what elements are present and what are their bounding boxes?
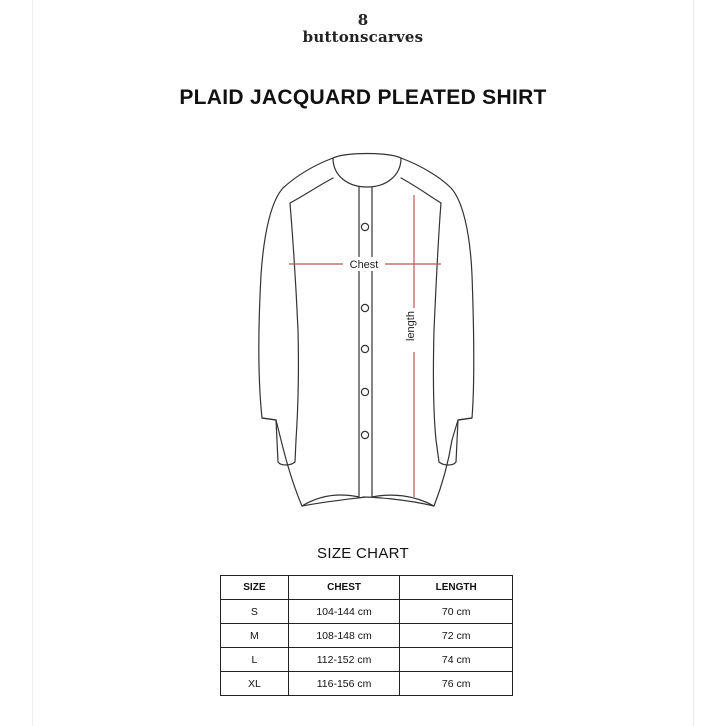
size-cell: XL — [221, 672, 289, 696]
product-title: PLAID JACQUARD PLEATED SHIRT — [179, 86, 547, 109]
yoke-right — [401, 178, 441, 203]
cuff-right — [436, 418, 472, 465]
size-cell: L — [221, 648, 289, 672]
shirt-collar — [333, 158, 401, 187]
chest-cell: 116-156 cm — [288, 672, 400, 696]
button-6 — [361, 431, 368, 438]
length-cell: 76 cm — [400, 672, 513, 696]
button-5 — [361, 388, 368, 395]
header-length: LENGTH — [400, 576, 513, 600]
button-4 — [361, 345, 368, 352]
header-chest: CHEST — [288, 576, 400, 600]
length-cell: 74 cm — [400, 648, 513, 672]
armhole-right — [433, 203, 441, 440]
size-cell: S — [221, 600, 289, 624]
size-chart-table — [220, 575, 513, 696]
cuff-left — [262, 418, 296, 465]
chest-cell: 108-148 cm — [288, 624, 400, 648]
length-label: length — [405, 311, 417, 341]
header-size: SIZE — [221, 576, 289, 600]
chest-cell: 104-144 cm — [288, 600, 400, 624]
table-row — [221, 672, 513, 696]
table-row — [221, 624, 513, 648]
button-1 — [361, 223, 368, 230]
shirt-collar-inner — [333, 154, 401, 159]
size-cell: M — [221, 624, 289, 648]
table-header-row — [221, 576, 513, 600]
table-row — [221, 648, 513, 672]
size-chart-title: SIZE CHART — [317, 545, 409, 562]
yoke-left — [290, 178, 333, 203]
button-3 — [361, 304, 368, 311]
armhole-left — [290, 203, 298, 440]
length-cell: 72 cm — [400, 624, 513, 648]
length-cell: 70 cm — [400, 600, 513, 624]
table-row — [221, 600, 513, 624]
chest-label: Chest — [349, 259, 379, 271]
brand-name: buttonscarves — [302, 28, 424, 46]
chest-cell: 112-152 cm — [288, 648, 400, 672]
brand-mark: 8 — [357, 11, 369, 29]
